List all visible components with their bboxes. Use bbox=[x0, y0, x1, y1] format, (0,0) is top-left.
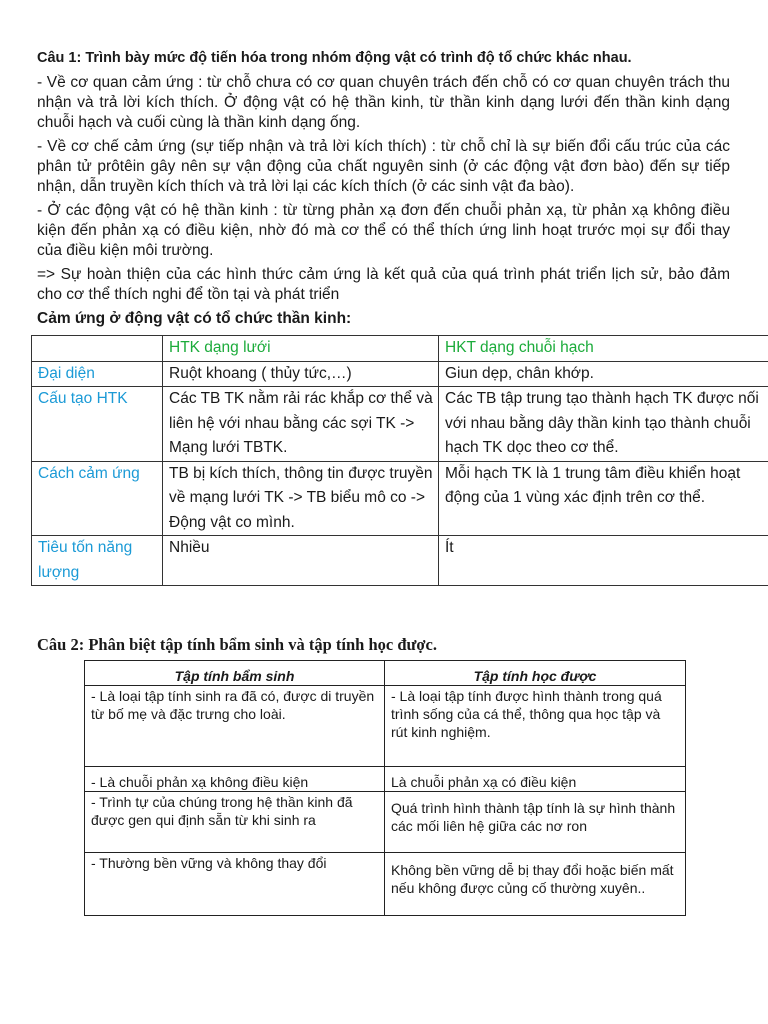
table-cell: Các TB tập trung tạo thành hạch TK được nối với nhau bằng dây thần kinh tạo thành chuỗi hạch TK dọc theo cơ thể. bbox=[439, 387, 768, 462]
table-header-cell: HTK dạng lưới bbox=[163, 336, 439, 362]
table-cell: TB bị kích thích, thông tin được truyền về mạng lưới TK -> TB biểu mô co -> Động vật co mình. bbox=[163, 461, 439, 536]
paragraph-nervous-system: - Ở các động vật có hệ thần kinh : từ từng phản xạ đơn đến chuỗi phản xạ, từ phản xạ không điều kiện đến phản xạ có điều kiện, nhờ đó mà cơ thể có thể thích ứng linh hoạt trước mọi sự đổi thay của điều kiện môi trường. bbox=[37, 202, 730, 259]
table-row bbox=[32, 461, 768, 536]
paragraph-sensory-organ: - Về cơ quan cảm ứng : từ chỗ chưa có cơ quan chuyên trách đến chỗ có cơ quan chuyên trách thu nhận và trả lời kích thích. Ở động vật có hệ thần kinh, từ thần kinh dạng lưới đến thần kinh dạng chuỗi hạch và cuối cùng là thần kinh dạng ống. bbox=[37, 74, 730, 131]
row-label: Cấu tạo HTK bbox=[32, 387, 163, 462]
row-label: Đại diện bbox=[32, 361, 163, 387]
table-cell: Ít bbox=[439, 536, 768, 586]
table-cell: Giun dẹp, chân khớp. bbox=[439, 361, 768, 387]
nervous-system-table bbox=[31, 335, 768, 586]
table-row bbox=[32, 536, 768, 586]
table-header-row bbox=[85, 661, 686, 686]
table-cell: - Là loại tập tính được hình thành trong quá trình sống của cá thể, thông qua học tập và rút kinh nghiệm. bbox=[385, 686, 686, 767]
question2-title: Câu 2: Phân biệt tập tính bẩm sinh và tập tính học được. bbox=[37, 635, 437, 654]
paragraph-sensory-mechanism: - Về cơ chế cảm ứng (sự tiếp nhận và trả lời kích thích) : từ chỗ chỉ là sự biến đổi cấu trúc của các phân tử prôtêin gây nên sự vận động của chất nguyên sinh (ở các động vật đơn bào) đến sự tiếp nhận, dẫn truyền kích thích và trả lời lại các kích thích (ở các sinh vật đa bào). bbox=[37, 138, 730, 195]
question1-section bbox=[37, 48, 759, 586]
table-row bbox=[85, 767, 686, 792]
table-header-cell: HKT dạng chuỗi hạch bbox=[439, 336, 768, 362]
table-cell: Là chuỗi phản xạ có điều kiện bbox=[385, 767, 686, 792]
table-cell: - Trình tự của chúng trong hệ thần kinh đã được gen qui định sẵn từ khi sinh ra bbox=[85, 792, 385, 853]
table-cell: Ruột khoang ( thủy tức,…) bbox=[163, 361, 439, 387]
table-row bbox=[85, 686, 686, 767]
behavior-comparison-table bbox=[84, 660, 686, 916]
table-cell: Nhiều bbox=[163, 536, 439, 586]
table-header-cell: Tập tính học được bbox=[385, 661, 686, 686]
table-header-cell: Tập tính bẩm sinh bbox=[85, 661, 385, 686]
table-cell: Không bền vững dễ bị thay đổi hoặc biến mất nếu không được củng cố thường xuyên.. bbox=[385, 853, 686, 916]
question1-title: Câu 1: Trình bày mức độ tiến hóa trong nhóm động vật có trình độ tổ chức khác nhau. bbox=[37, 50, 632, 66]
paragraph-conclusion: => Sự hoàn thiện của các hình thức cảm ứng là kết quả của quá trình phát triển lịch sử, bảo đảm cho cơ thể thích nghi để tồn tại và phát triển bbox=[37, 266, 730, 303]
table-cell: - Là chuỗi phản xạ không điều kiện bbox=[85, 767, 385, 792]
table-row bbox=[85, 792, 686, 853]
row-label: Tiêu tốn năng lượng bbox=[32, 536, 163, 586]
row-label: Cách cảm ứng bbox=[32, 461, 163, 536]
table-header-row bbox=[32, 336, 768, 362]
table-cell: Quá trình hình thành tập tính là sự hình thành các mối liên hệ giữa các nơ ron bbox=[385, 792, 686, 853]
table-row bbox=[85, 853, 686, 916]
table-cell: - Là loại tập tính sinh ra đã có, được di truyền từ bố mẹ và đặc trưng cho loài. bbox=[85, 686, 385, 767]
table-row bbox=[32, 361, 768, 387]
table-cell: Các TB TK nằm rải rác khắp cơ thể và liên hệ với nhau bằng các sợi TK -> Mạng lưới TBTK. bbox=[163, 387, 439, 462]
table-cell: - Thường bền vững và không thay đổi bbox=[85, 853, 385, 916]
table-cell: Mỗi hạch TK là 1 trung tâm điều khiển hoạt động của 1 vùng xác định trên cơ thể. bbox=[439, 461, 768, 536]
table1-title: Cảm ứng ở động vật có tổ chức thần kinh: bbox=[37, 310, 352, 327]
table-header-cell bbox=[32, 336, 163, 362]
table-row bbox=[32, 387, 768, 462]
